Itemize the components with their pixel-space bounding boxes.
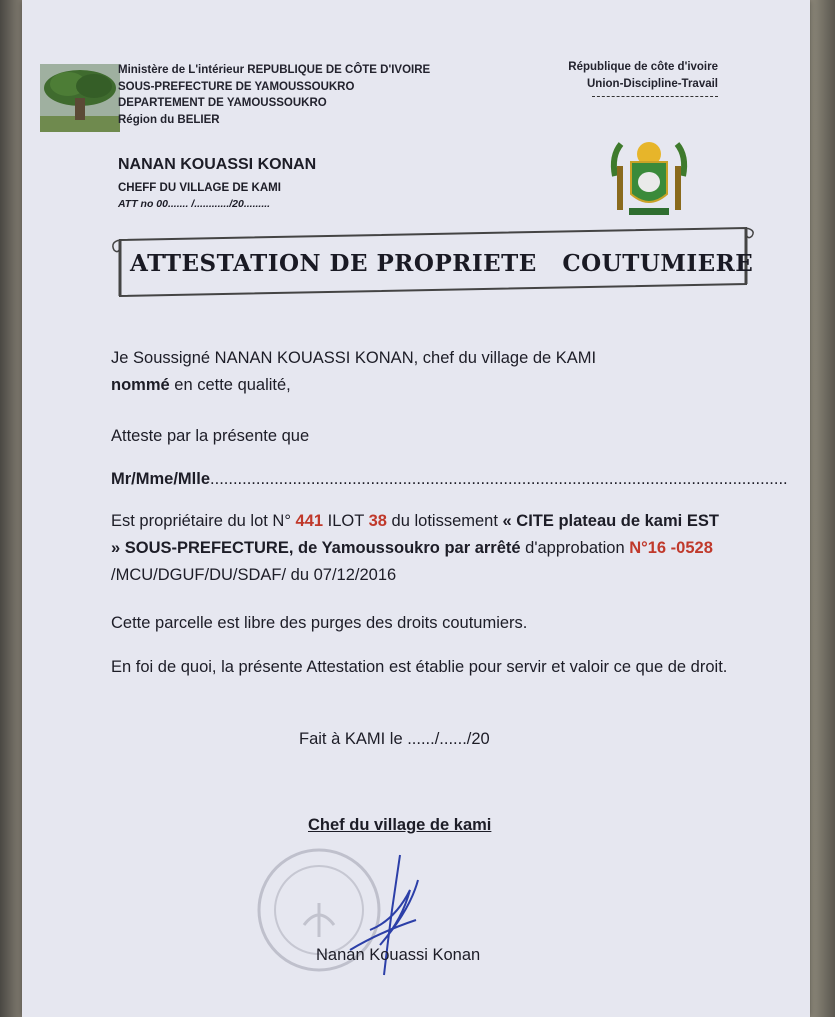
- lotissement-name: « CITE plateau de kami EST » SOUS-PREFECTURE, de Yamoussoukro par arrêté: [111, 512, 719, 557]
- subprefecture-line: SOUS-PREFECTURE DE YAMOUSSOUKRO: [118, 80, 355, 93]
- approbation-label: d'approbation: [520, 539, 630, 557]
- beneficiary-dots: ..............................................................................................................................: [210, 470, 788, 488]
- ilot-number: 38: [368, 512, 387, 530]
- signatory-title: Chef du village de kami: [308, 816, 492, 834]
- background-left: [0, 0, 24, 1017]
- intro-bold-word: nommé: [111, 376, 170, 394]
- intro-rest: en cette qualité,: [169, 376, 291, 394]
- attestation-number: ATT no 00....... /............/20.........: [118, 198, 271, 210]
- chief-title: CHEFF DU VILLAGE DE KAMI: [118, 182, 281, 194]
- intro-line: Je Soussigné NANAN KOUASSI KONAN, chef du village de KAMI: [111, 349, 597, 367]
- document-page: [22, 0, 810, 1017]
- department-line: DEPARTEMENT DE YAMOUSSOUKRO: [118, 97, 327, 109]
- place-date-line: Fait à KAMI le ....../....../20: [299, 730, 490, 748]
- lotissement-label: du lotissement: [386, 512, 503, 530]
- coat-of-arms-icon: [607, 136, 691, 220]
- ilot-label: ILOT: [323, 512, 369, 530]
- paragraph-attest: Atteste par la présente que: [111, 427, 310, 445]
- document-title: ATTESTATION DE PROPRIETE COUTUMIERE: [130, 250, 754, 277]
- paragraph-ownership: [111, 508, 721, 589]
- beneficiary-line: [111, 466, 788, 493]
- motto-divider: [592, 96, 718, 97]
- paragraph-intro: [111, 345, 596, 399]
- header-left: [118, 62, 430, 128]
- signatory-name: Nanan Kouassi Konan: [316, 946, 481, 964]
- region-line: Région du BELIER: [118, 113, 220, 126]
- decree-reference: /MCU/DGUF/DU/SDAF/ du 07/12/2016: [111, 566, 397, 584]
- republic-line: République de côte d'ivoire: [568, 61, 718, 73]
- beneficiary-label: Mr/Mme/Mlle: [111, 470, 211, 488]
- motto-line: Union-Discipline-Travail: [587, 77, 718, 90]
- header-right: [522, 59, 718, 92]
- lot-number: 441: [295, 512, 324, 530]
- chief-block: [118, 156, 316, 210]
- paragraph-closing: En foi de quoi, la présente Attestation est établie pour servir et valoir ce que de droit.: [111, 658, 728, 676]
- tree-logo-icon: [40, 64, 120, 132]
- chief-name: NANAN KOUASSI KONAN: [118, 156, 317, 173]
- ministry-line: Ministère de L'intérieur REPUBLIQUE DE CÔTE D'IVOIRE: [118, 64, 431, 76]
- ownership-text: Est propriétaire du lot N°: [111, 512, 296, 530]
- decree-number: N°16 -0528: [629, 539, 713, 557]
- paragraph-free-parcel: Cette parcelle est libre des purges des droits coutumiers.: [111, 614, 528, 632]
